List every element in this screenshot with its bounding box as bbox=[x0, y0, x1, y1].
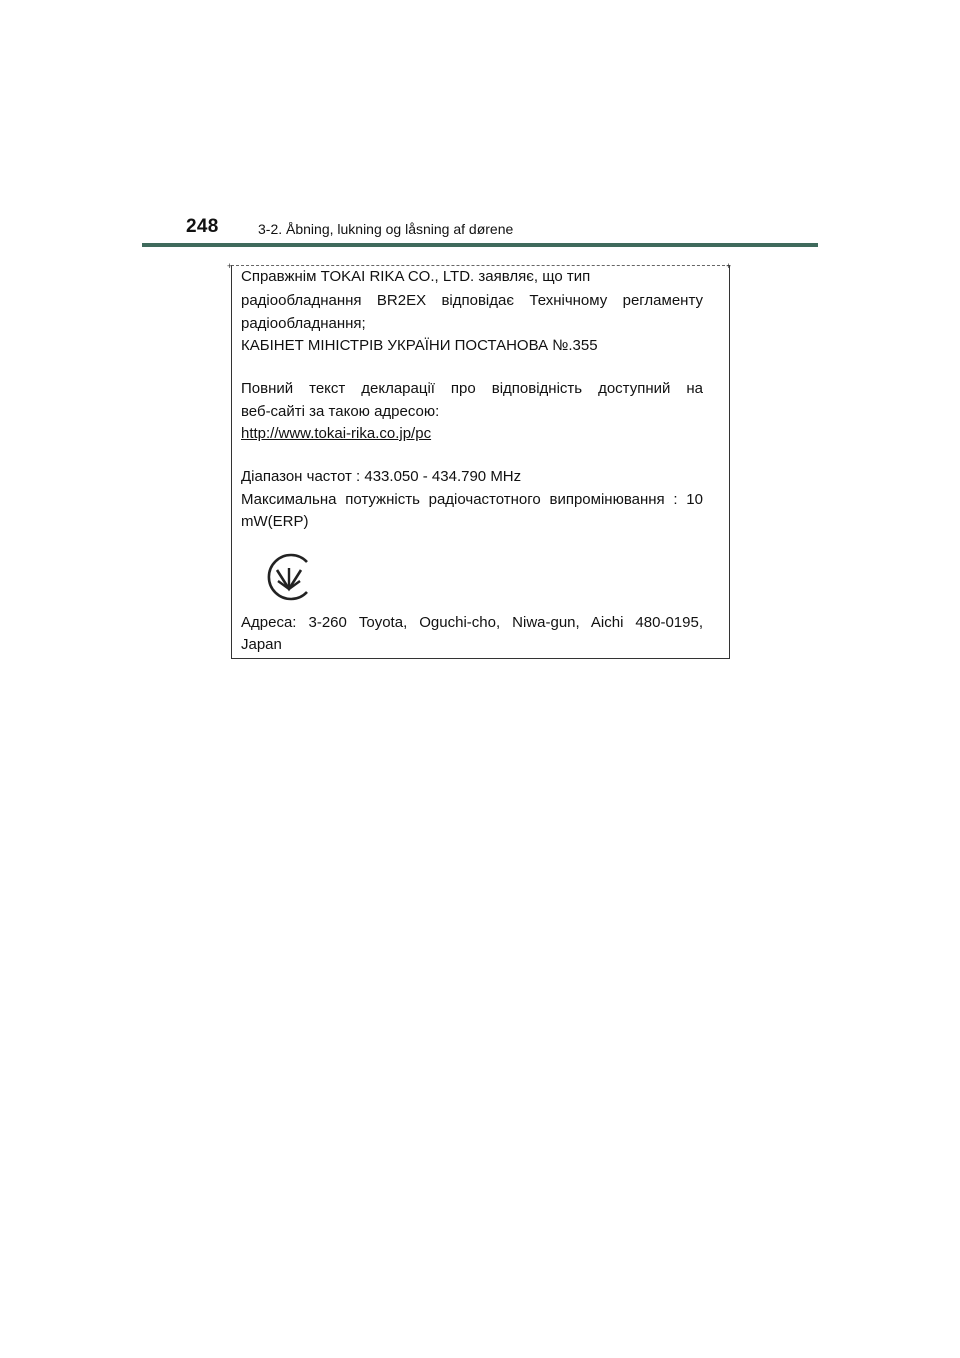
ukrainian-conformity-mark-icon bbox=[263, 551, 315, 603]
declaration-line-4: КАБІНЕТ МІНІСТРІВ УКРАЇНИ ПОСТАНОВА №.355 bbox=[241, 337, 598, 354]
max-power-line-1: Максимальна потужність радіочастотного випромінювання : 10 bbox=[241, 491, 703, 508]
header-rule bbox=[142, 243, 818, 247]
declaration-line-3: радіообладнання; bbox=[241, 315, 366, 332]
frequency-range: Діапазон частот : 433.050 - 434.790 MHz bbox=[241, 468, 522, 485]
address-line-1: Адреса: 3-260 Toyota, Oguchi-cho, Niwa-gun, Aichi 480-0195, bbox=[241, 614, 703, 631]
declaration-box bbox=[227, 261, 732, 659]
address-line-2: Japan bbox=[241, 636, 282, 653]
corner-mark-right: + bbox=[726, 261, 732, 271]
declaration-line-1: Справжнім TOKAI RIKA CO., LTD. заявляє, що тип bbox=[241, 268, 591, 285]
declaration-url-link[interactable]: http://www.tokai-rika.co.jp/pc bbox=[241, 425, 432, 442]
section-title: 3-2. Åbning, lukning og låsning af dørene bbox=[258, 221, 514, 237]
max-power-line-2: mW(ERP) bbox=[241, 513, 309, 530]
corner-mark-left: + bbox=[227, 261, 233, 271]
declaration-line-2: радіообладнання BR2EX відповідає Технічному регламенту bbox=[241, 292, 703, 309]
declaration-line-5: Повний текст декларації про відповідність доступний на bbox=[241, 380, 703, 397]
page-number: 248 bbox=[186, 216, 219, 237]
declaration-line-6: веб-сайті за такою адресою: bbox=[241, 403, 440, 420]
